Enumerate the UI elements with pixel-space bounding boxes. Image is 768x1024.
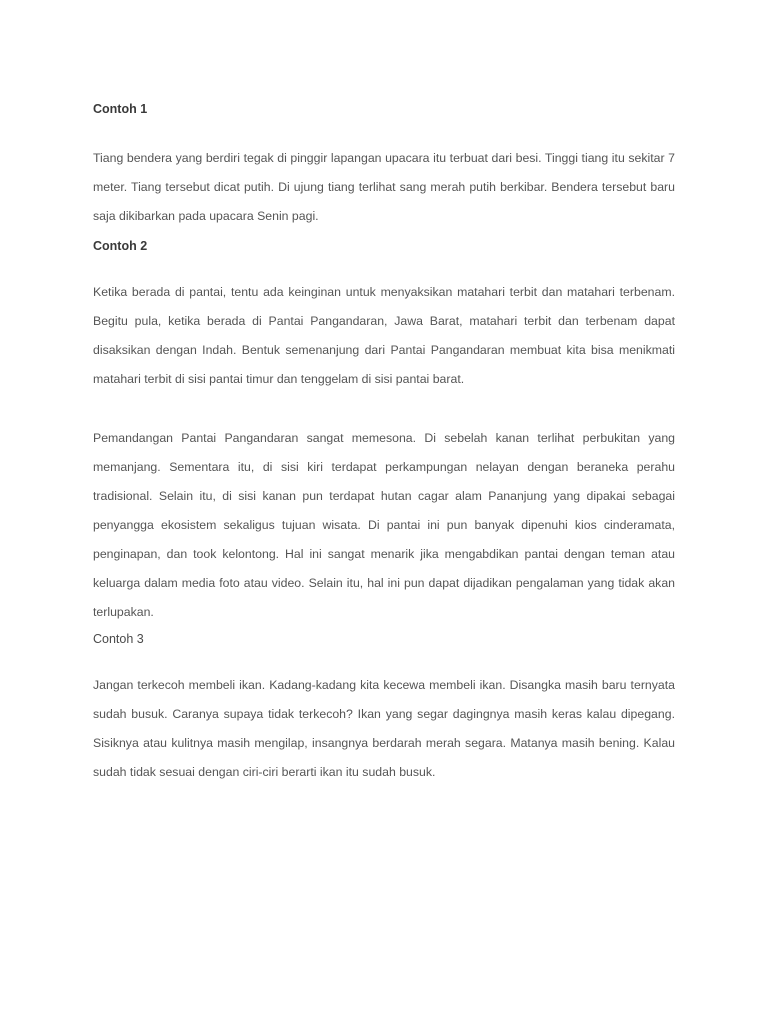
paragraph-contoh-2-b: Pemandangan Pantai Pangandaran sangat memesona. Di sebelah kanan terlihat perbukitan yang memanjang. Sementara itu, di sisi kiri terdapat perkampungan nelayan dengan beraneka perahu tradisional. Selain itu, di sisi kanan pun terdapat hutan cagar alam Pananjung yang dipakai sebagai penyangga ekosistem sekaligus tujuan wisata. Di pantai ini pun banyak dipenuhi kios cinderamata, penginapan, dan took kelontong. Hal ini sangat menarik jika mengabdikan pantai dengan teman atau keluarga dalam media foto atau video. Selain itu, hal ini pun dapat dijadikan pengalaman yang tidak akan terlupakan.	[93, 431, 675, 619]
section-heading-contoh-2: Contoh 2	[93, 239, 148, 253]
section-heading-contoh-3: Contoh 3	[93, 632, 144, 646]
section-heading-contoh-1: Contoh 1	[93, 102, 148, 116]
paragraph-contoh-2-a: Ketika berada di pantai, tentu ada keinginan untuk menyaksikan matahari terbit dan matahari terbenam. Begitu pula, ketika berada di Pantai Pangandaran, Jawa Barat, matahari terbit dan terbenam dapat disaksikan dengan Indah. Bentuk semenanjung dari Pantai Pangandaran membuat kita bisa menikmati matahari terbit di sisi pantai timur dan tenggelam di sisi pantai barat.	[93, 285, 675, 386]
paragraph-contoh-1: Tiang bendera yang berdiri tegak di pinggir lapangan upacara itu terbuat dari besi. Tinggi tiang itu sekitar 7 meter. Tiang tersebut dicat putih. Di ujung tiang terlihat sang merah putih berkibar. Bendera tersebut baru saja dikibarkan pada upacara Senin pagi.	[93, 151, 675, 223]
paragraph-contoh-3: Jangan terkecoh membeli ikan. Kadang-kadang kita kecewa membeli ikan. Disangka masih baru ternyata sudah busuk. Caranya supaya tidak terkecoh? Ikan yang segar dagingnya masih keras kalau dipegang. Sisiknya atau kulitnya masih mengilap, insangnya berdarah merah segara. Matanya masih bening. Kalau sudah tidak sesuai dengan ciri-ciri berarti ikan itu sudah busuk.	[93, 678, 675, 779]
